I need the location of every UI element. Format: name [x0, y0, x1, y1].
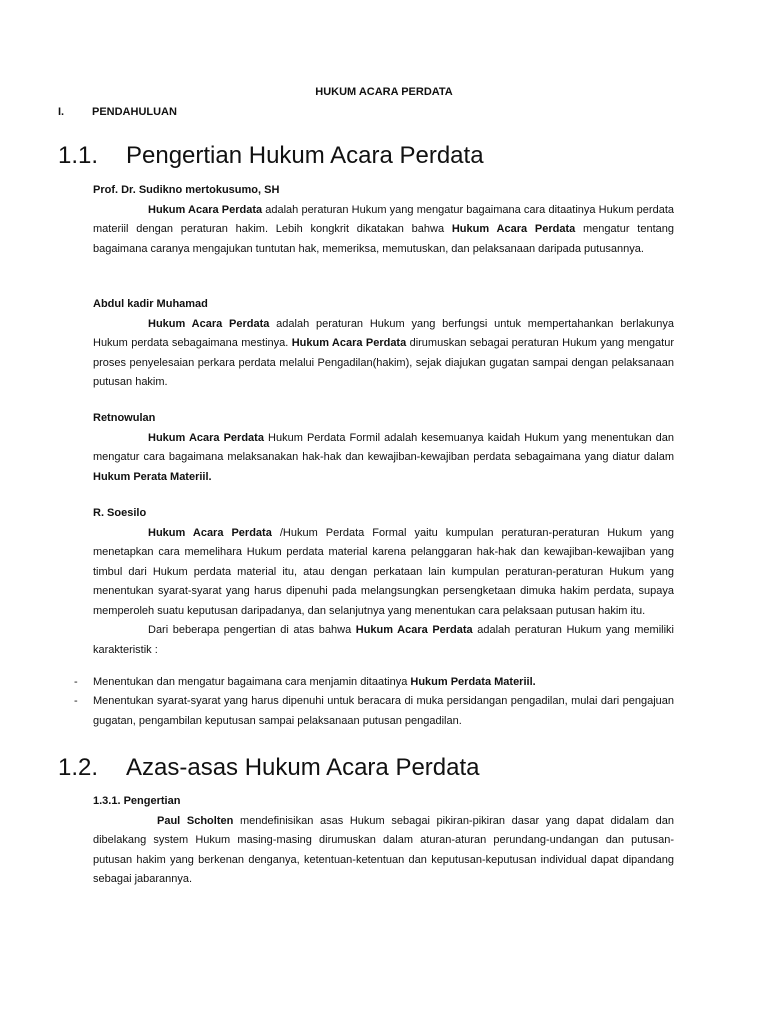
term-bold: Paul Scholten: [157, 814, 234, 827]
paragraph-text: dirumuskan sebagai peraturan Hukum yang mengatur proses penyelesaian perkara perdata melalui Pengadilan(hakim), sejak diajukan gugatan sampai dengan pelaksanaan putusan hakim.: [93, 337, 674, 388]
definition-paragraph: [93, 201, 674, 260]
definition-paragraph: [93, 524, 674, 622]
term-bold: Hukum Perdata Materiil.: [410, 676, 536, 688]
term-bold: Hukum Acara Perdata: [148, 526, 272, 539]
term-bold: Hukum Acara Perdata: [291, 337, 407, 349]
author-name: R. Soesilo: [93, 507, 147, 519]
term-bold: Hukum Acara Perdata: [148, 431, 264, 444]
summary-paragraph: [93, 621, 674, 660]
author-name: Prof. Dr. Sudikno mertokusumo, SH: [93, 184, 280, 196]
document-title: HUKUM ACARA PERDATA: [315, 86, 453, 98]
paragraph-text: mendefinisikan asas Hukum sebagai pikiran-pikiran dasar yang dapat didalam dan dibelakang system Hukum masing-masing dirumuskan dalam aturan-aturan perundang-undangan dan putusan-putusan hakim yang berkenan denganya, ketentuan-ketentuan dan keputusan-keputusan individual dapat dipandang sebagai jabarannya.: [93, 814, 674, 885]
section-heading-1-2: [58, 754, 480, 782]
paragraph-text: adalah peraturan Hukum yang mengatur bagaimana cara ditaatinya Hukum perdata materiil dengan peraturan hakim. Lebih kongkrit dikatakan bahwa: [93, 203, 674, 235]
term-bold: Hukum Acara Perdata: [355, 624, 473, 636]
section-title: Azas-asas Hukum Acara Perdata: [126, 754, 480, 781]
chapter-number: I.: [58, 106, 65, 118]
paragraph-text: Hukum Perdata Formil adalah kesemuanya kaidah Hukum yang menentukan dan mengatur cara bagaimana melaksanakan hak-hak dan kewajiban-kewajiban perdata sebagaimana yang diatur dalam: [93, 431, 674, 463]
section-heading-1-1: [58, 142, 484, 170]
list-item-text: Menentukan dan mengatur bagaimana cara menjamin ditaatinya: [93, 676, 411, 688]
definition-sudikno: [93, 181, 674, 259]
definition-soesilo: [93, 504, 674, 660]
author-name: Retnowulan: [93, 412, 156, 424]
chapter-title: PENDAHULUAN: [92, 106, 177, 118]
subsection-label: 1.3.1. Pengertian: [93, 795, 181, 807]
paragraph-text: mengatur tentang bagaimana caranya mengajukan tuntutan hak, memeriksa, memutuskan, dan pelaksanaan daripada putusannya.: [93, 223, 674, 255]
section-title: Pengertian Hukum Acara Perdata: [126, 142, 484, 169]
bullet-dash: -: [74, 695, 78, 707]
chapter-heading: [58, 106, 177, 118]
list-item: [74, 673, 674, 693]
definition-retnowulan: [93, 409, 674, 487]
definition-paragraph: [93, 429, 674, 488]
section-number: 1.1.: [58, 142, 99, 169]
subsection-1-3-1: [93, 792, 674, 890]
paragraph-text: /Hukum Perdata Formal yaitu kumpulan peraturan-peraturan Hukum yang menetapkan cara memelihara Hukum perdata material karena pelanggaran hak-hak dan kewajiban-kewajiban yang timbul dari Hukum perdata material itu, atau dengan perkataan lain kumpulan peraturan-peraturan Hukum yang menentukan syarat-syarat yang harus dipenuhi pada melangsungkan persengketaan dimuka hakim perdata, supaya memperoleh suatu keputusan daripadanya, dan selanjutnya yang menentukan cara pelaksaan putusan hakim itu.: [93, 526, 674, 617]
author-name: Abdul kadir Muhamad: [93, 298, 208, 310]
term-bold: Hukum Acara Perdata: [148, 317, 270, 330]
definition-paragraph: [93, 812, 674, 890]
term-bold: Hukum Acara Perdata: [148, 203, 263, 216]
list-item-text: Menentukan syarat-syarat yang harus dipenuhi untuk beracara di muka persidangan pengadilan, mulai dari pengajuan gugatan, pengambilan keputusan sampai pelaksanaan putusan pengadilan.: [93, 695, 674, 727]
section-number: 1.2.: [58, 754, 99, 781]
definition-abdulkadir: [93, 295, 674, 393]
term-bold: Hukum Perata Materiil.: [93, 470, 212, 483]
paragraph-text: adalah peraturan Hukum yang memiliki karakteristik :: [93, 624, 674, 656]
paragraph-text: Dari beberapa pengertian di atas bahwa: [148, 624, 356, 636]
paragraph-text: adalah peraturan Hukum yang berfungsi untuk mempertahankan berlakunya Hukum perdata sebagaimana mestinya.: [93, 317, 675, 349]
bullet-dash: -: [74, 676, 78, 688]
list-item: [74, 692, 674, 731]
term-bold: Hukum Acara Perdata: [451, 223, 576, 235]
definition-paragraph: [93, 315, 674, 393]
